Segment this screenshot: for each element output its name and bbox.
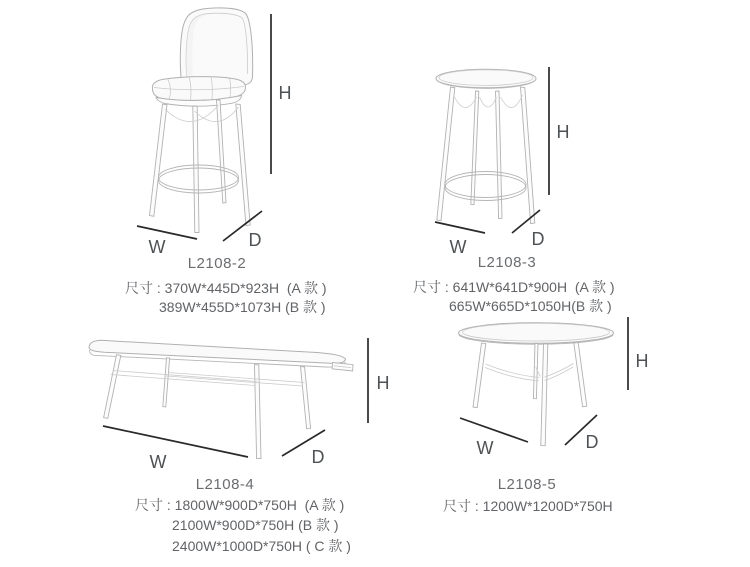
- size-value: 2100W*900D*750H (B 款 ): [172, 517, 339, 533]
- chair-leg: [236, 104, 250, 226]
- size-value: 665W*665D*1050H(B 款 ): [449, 298, 612, 314]
- size-prefix: 尺寸 :: [413, 279, 453, 295]
- table-leg: [521, 87, 535, 224]
- table-leg: [301, 367, 311, 429]
- round-table-sketch: [440, 315, 650, 458]
- width-label: W: [148, 237, 166, 257]
- height-label: H: [376, 373, 390, 393]
- width-dimension-line: [435, 222, 485, 233]
- depth-label: D: [585, 432, 599, 452]
- width-label: W: [149, 452, 167, 472]
- bar-table-sketch: [425, 55, 560, 240]
- table-top: [89, 340, 346, 363]
- size-value: 389W*455D*1073H (B 款 ): [159, 299, 326, 315]
- table-leg: [437, 87, 455, 221]
- size-prefix: 尺寸 :: [135, 497, 175, 513]
- table-leg: [473, 343, 486, 408]
- size-row: [172, 539, 351, 553]
- size-prefix: 尺寸 :: [125, 280, 165, 296]
- table-leg: [574, 343, 587, 407]
- size-row: [172, 518, 339, 532]
- size-row: [135, 498, 344, 512]
- depth-label: D: [311, 447, 325, 467]
- height-label: H: [556, 122, 570, 142]
- width-dimension-line: [137, 226, 197, 239]
- product-code: L2108-2: [187, 255, 247, 272]
- size-value: 1200W*1200D*750H: [482, 498, 613, 514]
- size-row: [125, 281, 327, 295]
- table-leg: [541, 344, 548, 446]
- bar-chair-sketch: [125, 0, 300, 255]
- size-value: 2400W*1000D*750H ( C 款 ): [172, 538, 351, 554]
- size-value: 1800W*900D*750H (A 款 ): [174, 497, 345, 513]
- height-label: H: [635, 351, 649, 371]
- table-leg: [104, 355, 121, 419]
- table-leg: [471, 91, 479, 205]
- width-dimension-line: [103, 426, 248, 457]
- size-value: 370W*445D*923H (A 款 ): [164, 280, 327, 296]
- product-code: L2108-3: [477, 254, 537, 271]
- width-dimension-line: [460, 418, 528, 442]
- width-label: W: [476, 438, 494, 458]
- size-prefix: 尺寸 :: [443, 498, 483, 514]
- size-row: [449, 299, 612, 313]
- height-label: H: [278, 83, 292, 103]
- product-code: L2108-4: [195, 476, 255, 493]
- width-label: W: [449, 237, 467, 257]
- depth-label: D: [248, 230, 262, 250]
- size-value: 641W*641D*900H (A 款 ): [452, 279, 615, 295]
- depth-label: D: [531, 229, 545, 249]
- table-footrest-ring: [445, 172, 526, 198]
- dining-table-sketch: [80, 325, 395, 465]
- chair-leg: [193, 106, 199, 233]
- size-row: [159, 300, 326, 314]
- table-top: [459, 323, 614, 344]
- table-leg: [163, 358, 170, 407]
- product-code: L2108-5: [497, 476, 557, 493]
- chair-leg: [150, 104, 168, 216]
- size-row: [443, 499, 613, 513]
- size-row: [413, 280, 615, 294]
